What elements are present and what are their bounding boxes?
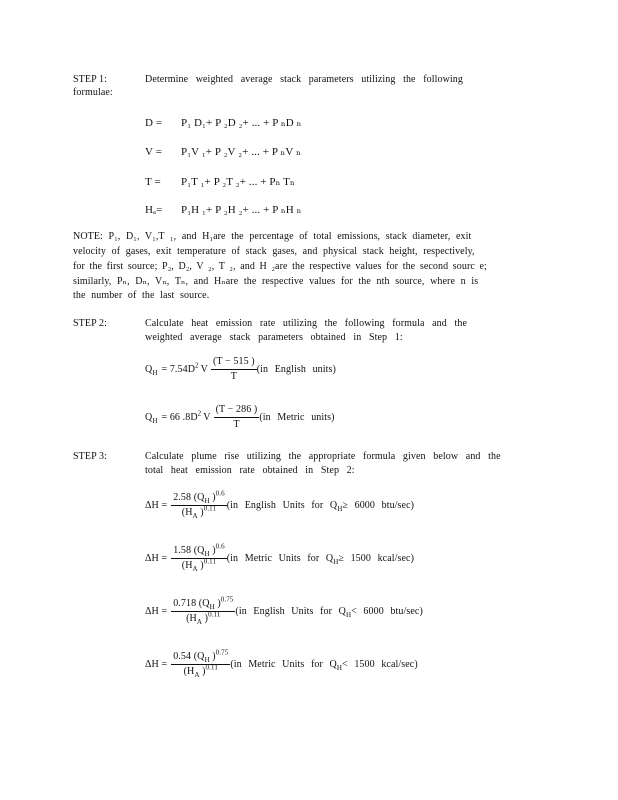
note-line-4: similarly, Pₙ, Dₙ, Vₙ, Tₙ, and Hₙare the respective values for the nth source, where n is: [73, 276, 479, 287]
step3-label: STEP 3:: [73, 451, 107, 462]
delta-h-symbol: ΔH =: [145, 552, 168, 564]
temperature-fraction: [211, 356, 257, 383]
condition-note: (in English Units for $Q_H< 6000$ btu/sec): [235, 605, 423, 619]
velocity-symbol: V: [200, 363, 208, 375]
fraction-denominator: ($H_A$ )$^{0.11}$: [183, 663, 218, 679]
heat-emission-formula-english: [145, 356, 336, 383]
fraction-denominator: T: [233, 419, 240, 430]
coefficient: = $7.54D^2$: [161, 361, 199, 375]
step2-text: Calculate heat emission rate utilizing the following formula and the: [145, 318, 467, 329]
step1-text-continued: formulae:: [73, 87, 113, 98]
fraction-denominator: ($H_A$ )$^{0.11}$: [181, 557, 217, 573]
note-line-3: for the first source; P₂, D₂, V ₂, T ₂, and H ₂are the respective values for the second sourc e;: [73, 261, 487, 272]
note-line-1: NOTE: P₁, D₁, V₁,T ₁, and H₁are the percentage of total emissions, stack diameter, exit: [73, 231, 472, 242]
step2-label: STEP 2:: [73, 318, 107, 329]
fraction-numerator: 0.718 ($Q_H$ )$^{0.75}$: [173, 595, 234, 611]
delta-h-symbol: ΔH =: [145, 658, 168, 670]
fraction-numerator: (T − 286 ): [214, 404, 260, 418]
plume-rise-formula-english-high: [145, 489, 415, 520]
condition-note: (in Metric Units for $Q_H< 1500$ kcal/sec): [230, 658, 418, 672]
plume-fraction: [171, 542, 227, 573]
plume-rise-formula-metric-high: [145, 542, 415, 573]
units-note: (in English units): [256, 363, 336, 375]
formula-v-rhs: P₁V ₁+ P ₂V ₂+ ... + P ₙV ₙ: [181, 146, 301, 158]
fraction-denominator: T: [230, 371, 237, 382]
plume-rise-formula-english-low: [145, 595, 423, 626]
note-line-2: velocity of gases, exit temperature of stack gases, and physical stack height, respectively,: [73, 246, 475, 257]
formula-h-rhs: P₁H ₁+ P ₂H ₂+ ... + P ₙH ₙ: [181, 204, 302, 216]
units-note: (in Metric units): [259, 411, 335, 423]
plume-fraction: [171, 595, 235, 626]
temperature-fraction: [214, 404, 260, 431]
velocity-symbol: V: [203, 411, 211, 423]
step1-label: STEP 1:: [73, 74, 107, 85]
fraction-denominator: ($H_A$ )$^{0.11}$: [181, 504, 217, 520]
formula-d-rhs: P₁ D₁+ P ₂D ₂+ ... + P ₙD ₙ: [181, 117, 302, 129]
note-line-5: the number of the last source.: [73, 290, 210, 301]
fraction-numerator: (T − 515 ): [211, 356, 257, 370]
delta-h-symbol: ΔH =: [145, 605, 168, 617]
qh-symbol: $Q_H$: [145, 363, 158, 377]
fraction-numerator: 0.54 ($Q_H$ )$^{0.75}$: [173, 648, 229, 664]
step3-text-continued: total heat emission rate obtained in Step 2:: [145, 465, 355, 476]
plume-rise-formula-metric-low: [145, 648, 418, 679]
condition-note: (in Metric Units for $Q_H\ge 1500$ kcal/sec): [226, 552, 415, 566]
plume-fraction: [171, 648, 230, 679]
formula-t-rhs: P₁T ₁+ P ₂T ₂+ ... + Pₙ Tₙ: [181, 176, 295, 188]
step1-text: Determine weighted average stack parameters utilizing the following: [145, 74, 463, 85]
formula-h-lhs: Hₐ=: [145, 204, 163, 216]
step2-text-continued: weighted average stack parameters obtained in Step 1:: [145, 332, 403, 343]
fraction-numerator: 2.58 ($Q_H$ )$^{0.6}$: [173, 489, 225, 505]
formula-d-lhs: D =: [145, 117, 163, 129]
formula-v-lhs: V =: [145, 146, 162, 158]
step3-text: Calculate plume rise utilizing the appropriate formula given below and the: [145, 451, 501, 462]
fraction-numerator: 1.58 ($Q_H$ )$^{0.6}$: [173, 542, 225, 558]
heat-emission-formula-metric: [145, 404, 335, 431]
formula-t-lhs: T =: [145, 176, 161, 188]
fraction-denominator: ($H_A$ )$^{0.11}$: [186, 610, 221, 626]
coefficient: = 66 $.8D^2$: [161, 409, 202, 423]
plume-fraction: [171, 489, 227, 520]
qh-symbol: $Q_H$: [145, 411, 158, 425]
condition-note: (in English Units for $Q_H\ge 6000$ btu/sec): [226, 499, 415, 513]
delta-h-symbol: ΔH =: [145, 499, 168, 511]
